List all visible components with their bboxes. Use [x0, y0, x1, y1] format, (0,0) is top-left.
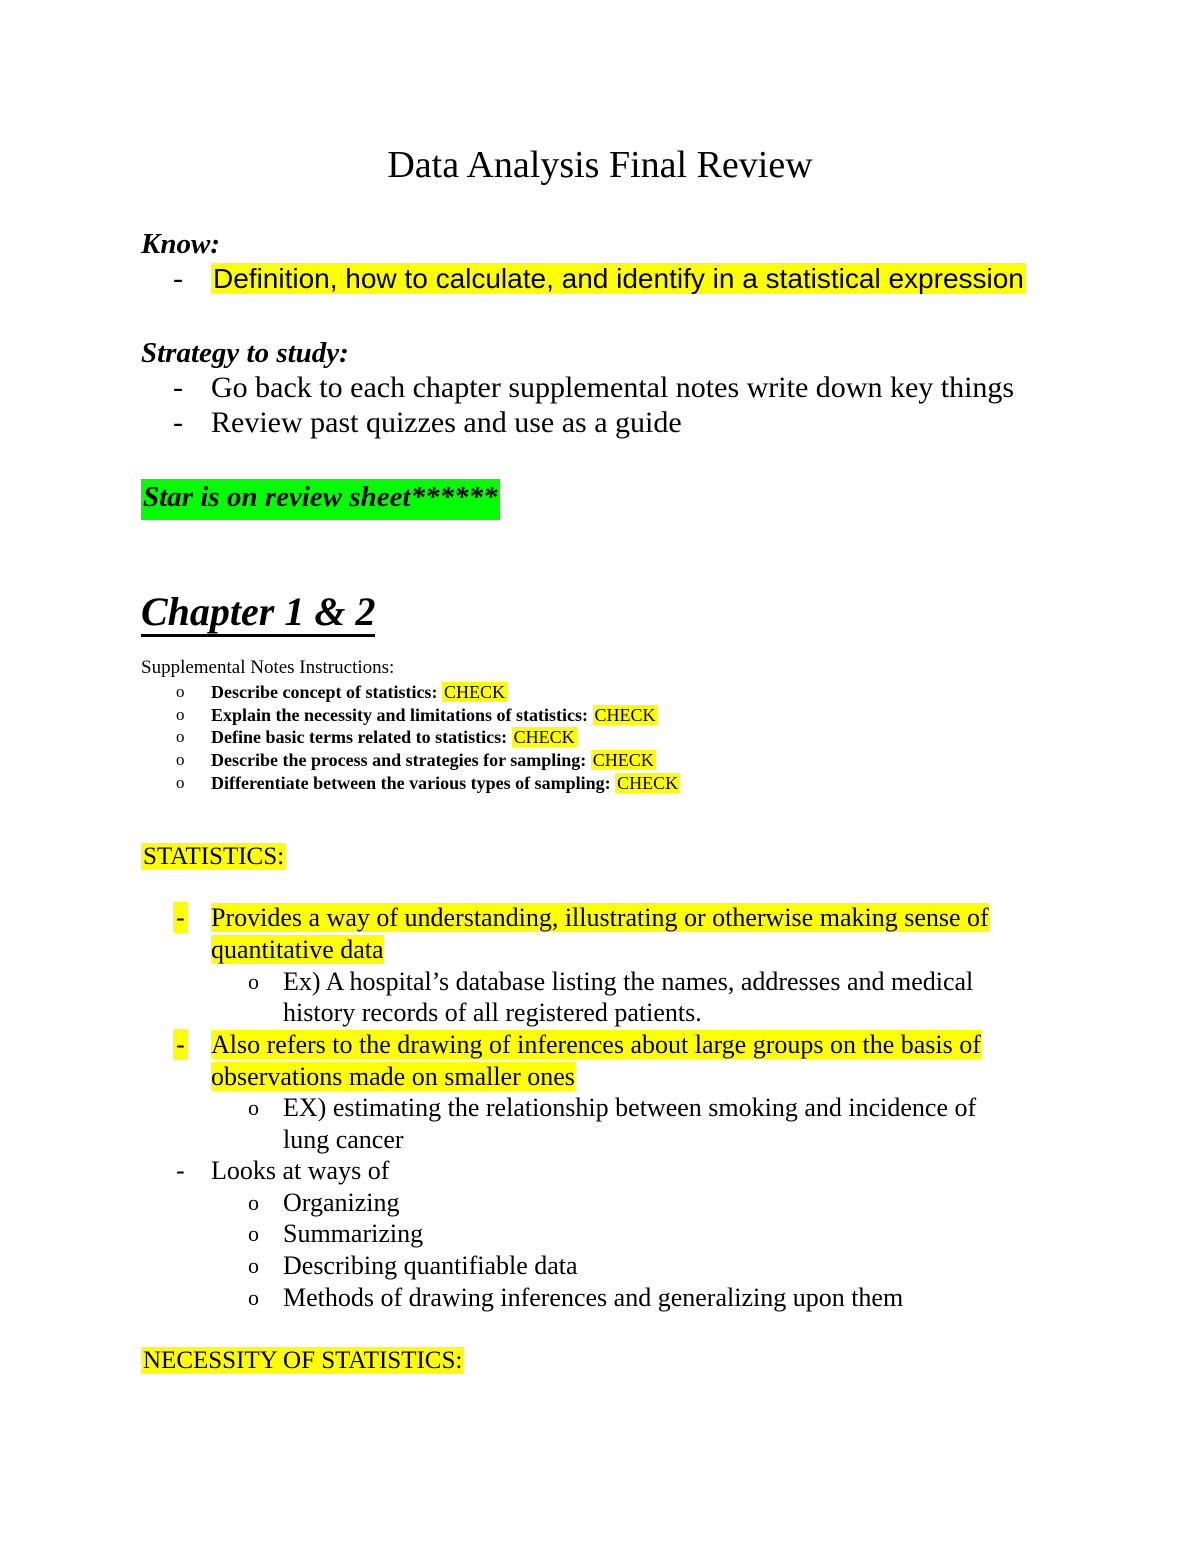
objective-item: Define basic terms related to statistics: CHECK: [211, 727, 575, 747]
sub-bullet: o: [248, 1221, 259, 1246]
sub-item: Describing quantifiable data: [283, 1251, 578, 1280]
objective-bullet: o: [176, 750, 185, 769]
objective-item: Describe the process and strategies for sampling: CHECK: [211, 750, 654, 770]
sub-bullet: o: [248, 969, 259, 994]
sub-item: Ex) A hospital’s database listing the names, addresses and medical: [283, 967, 974, 996]
necessity-heading: NECESSITY OF STATISTICS:: [143, 1347, 463, 1374]
sub-item: EX) estimating the relationship between smoking and incidence of: [283, 1093, 977, 1122]
objective-bullet: o: [176, 773, 185, 792]
know-heading: Know:: [141, 228, 220, 260]
check-badge: CHECK: [443, 682, 505, 702]
statistics-point-3: Looks at ways of: [211, 1156, 390, 1185]
know-item-1: Definition, how to calculate, and identify in a statistical expression: [213, 263, 1024, 294]
sub-bullet: o: [248, 1285, 259, 1310]
objective-bullet: o: [176, 682, 185, 701]
objective-item: Describe concept of statistics: CHECK: [211, 682, 505, 702]
sub-item-cont: history records of all registered patients.: [283, 998, 702, 1027]
check-badge: CHECK: [513, 727, 575, 747]
check-badge: CHECK: [592, 750, 654, 770]
sub-bullet: o: [248, 1253, 259, 1278]
star-note: Star is on review sheet******: [141, 480, 500, 514]
point-dash: -: [173, 1029, 188, 1060]
point-dash: -: [173, 902, 188, 933]
strategy-dash-1: -: [173, 371, 183, 404]
strategy-heading: Strategy to study:: [141, 337, 349, 369]
strategy-item-2: Review past quizzes and use as a guide: [211, 406, 682, 439]
sub-item: Summarizing: [283, 1219, 424, 1248]
statistics-heading: STATISTICS:: [143, 843, 285, 870]
chapter-heading: Chapter 1 & 2: [141, 590, 375, 637]
know-dash: -: [173, 262, 183, 295]
sub-item: Methods of drawing inferences and generalizing upon them: [283, 1283, 904, 1312]
objective-item: Explain the necessity and limitations of statistics: CHECK: [211, 705, 656, 725]
objective-item: Differentiate between the various types of sampling: CHECK: [211, 773, 679, 793]
check-badge: CHECK: [594, 705, 656, 725]
strategy-dash-2: -: [173, 406, 183, 439]
sub-item-cont: lung cancer: [283, 1125, 404, 1154]
point-dash: -: [176, 1156, 185, 1185]
strategy-item-1: Go back to each chapter supplemental notes write down key things: [211, 371, 1015, 404]
sub-item: Organizing: [283, 1188, 400, 1217]
sub-bullet: o: [248, 1190, 259, 1215]
statistics-point-2-cont: observations made on smaller ones: [211, 1062, 575, 1091]
statistics-point-2: Also refers to the drawing of inferences about large groups on the basis of: [211, 1030, 981, 1059]
statistics-point-1-cont: quantitative data: [211, 935, 384, 964]
page-title: Data Analysis Final Review: [387, 144, 813, 186]
check-badge: CHECK: [617, 773, 679, 793]
sub-bullet: o: [248, 1095, 259, 1120]
objective-bullet: o: [176, 705, 185, 724]
statistics-point-1: Provides a way of understanding, illustrating or otherwise making sense of: [211, 903, 989, 932]
instructions-label: Supplemental Notes Instructions:: [141, 657, 395, 678]
objective-bullet: o: [176, 727, 185, 746]
